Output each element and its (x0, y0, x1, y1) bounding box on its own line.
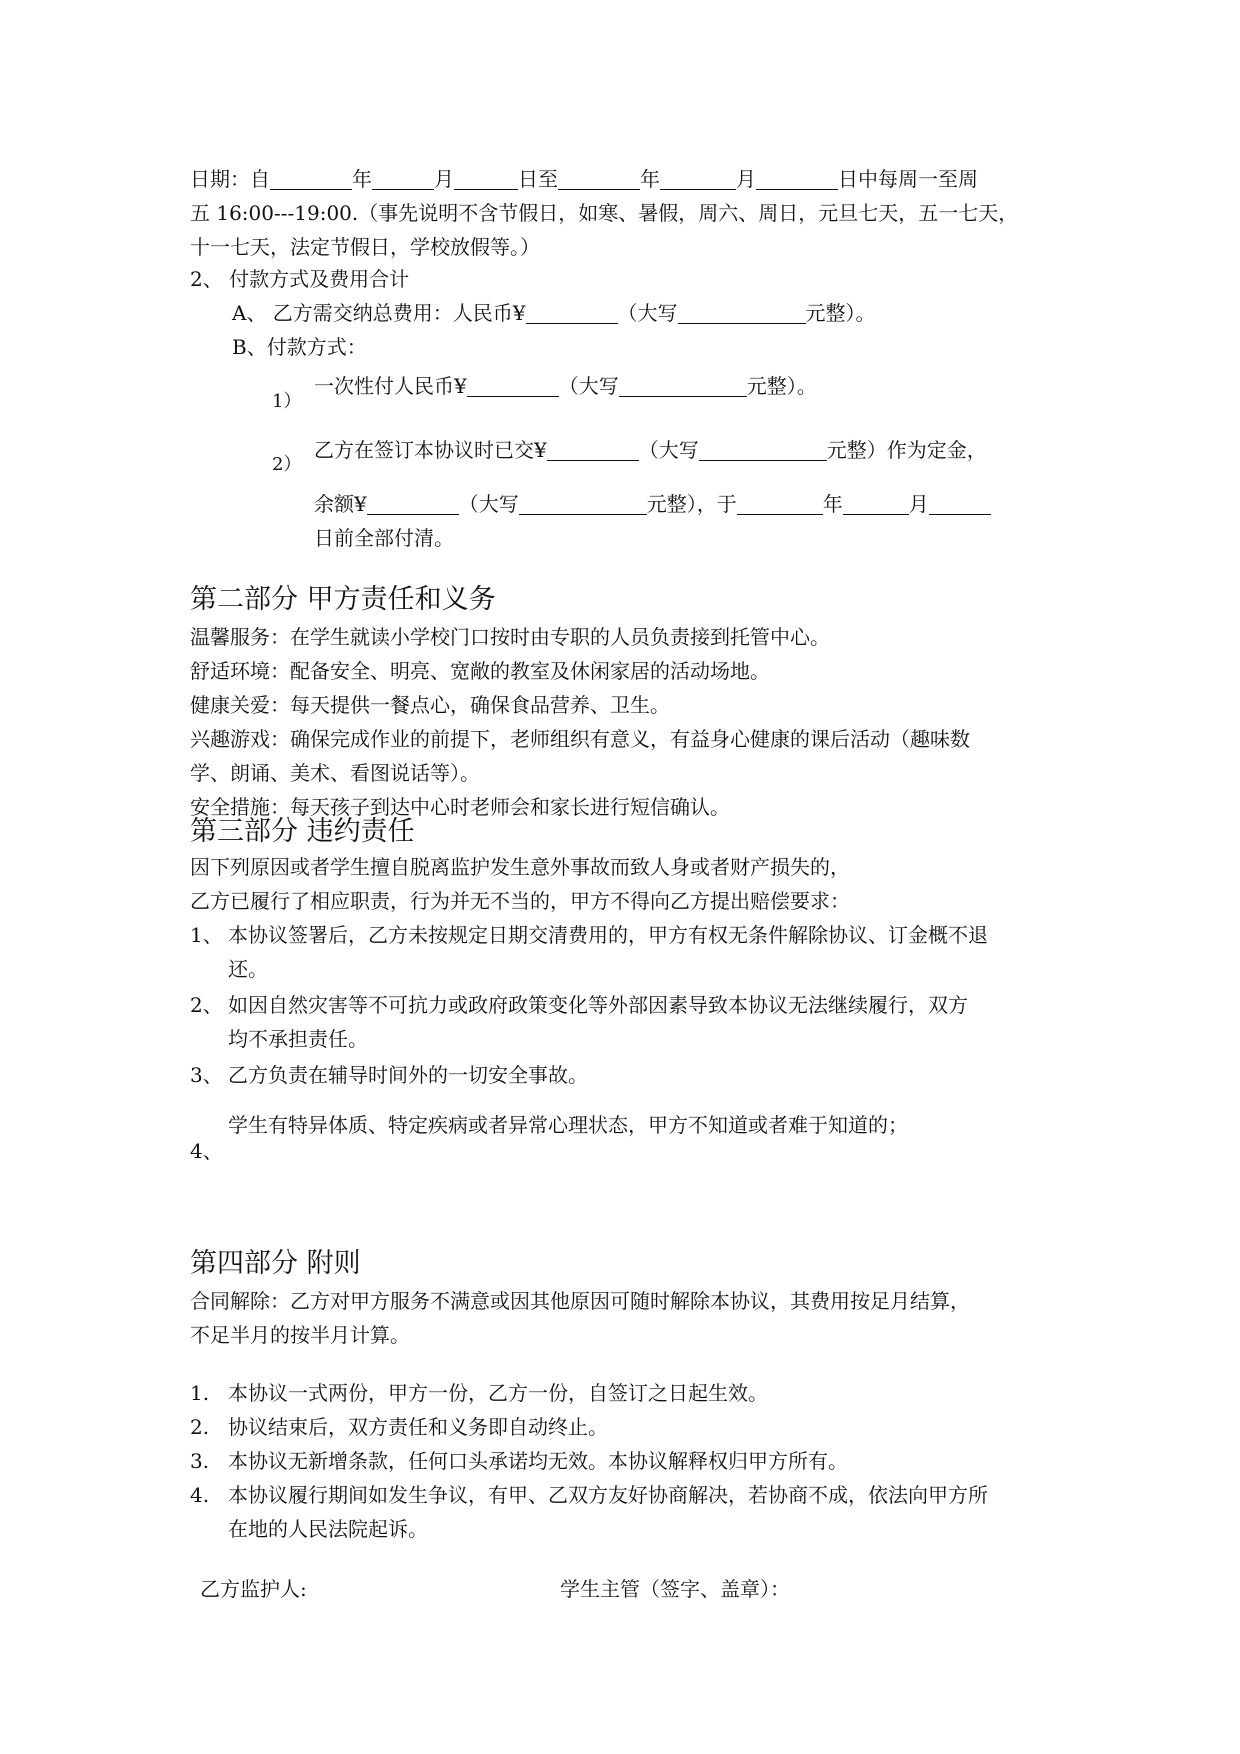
list-number: 1. (190, 1381, 210, 1405)
list-number: 2. (190, 1415, 210, 1439)
list-item: 本协议签署后，乙方未按规定日期交清费用的，甲方有权无条件解除协议、订金概不退 还。 (228, 923, 988, 981)
signature-supervisor-label: 学生主管（签字、盖章）： (560, 1577, 790, 1601)
blank-field[interactable] (270, 167, 352, 190)
list-number: 3. (190, 1449, 210, 1473)
list-item: 本协议无新增条款，任何口头承诺均无效。本协议解释权归甲方所有。 (228, 1449, 848, 1473)
signature-guardian-label: 乙方监护人: (200, 1577, 307, 1601)
list-item: 本协议一式两份，甲方一份，乙方一份，自签订之日起生效。 (228, 1381, 768, 1405)
blank-field[interactable] (558, 167, 640, 190)
blank-field[interactable] (519, 492, 647, 515)
option-number: 2） (272, 454, 302, 475)
date-line: 五 16:00---19:00.（事先说明不含节假日，如寒、暑假，周六、周日，元旦七天，五一七天， (190, 201, 1019, 225)
list-item: 本协议履行期间如发生争议，有甲、乙双方友好协商解决，若协商不成，依法向甲方所 在地的人民法院起诉。 (228, 1483, 988, 1541)
payment-title: 2、 付款方式及费用合计 (190, 267, 410, 291)
part3-intro: 因下列原因或者学生擅自脱离监护发生意外事故而致人身或者财产损失的， 乙方已履行了相应职责，行为并无不当的，甲方不得向乙方提出赔偿要求： (190, 855, 850, 913)
blank-field[interactable] (737, 492, 823, 515)
date-line: 十一七天，法定节假日，学校放假等。） (190, 235, 540, 259)
blank-field[interactable] (526, 301, 618, 324)
section-heading: 第四部分 附则 (190, 1248, 361, 1279)
part2-body: 温馨服务：在学生就读小学校门口按时由专职的人员负责接到托管中心。 舒适环境：配备安全、明亮、宽敞的教室及休闲家居的活动场地。 健康关爱：每天提供一餐点心，确保食品营养、卫生。 兴趣游戏：确保完成作业的前提下，老师组织有意义，有益身心健康的课后活动（趣味数 学、朗诵、美术、看图说话等）。 安全措施：每天孩子到达中心时老师会和家长进行短信确认。 (190, 625, 970, 819)
date-section (190, 162, 1060, 264)
list-item: 乙方负责在辅导时间外的一切安全事故。 (228, 1063, 588, 1087)
section-heading: 第二部分 甲方责任和义务 (190, 584, 496, 615)
list-number: 3、 (190, 1063, 223, 1087)
blank-field[interactable] (929, 492, 991, 515)
blank-field[interactable] (547, 438, 639, 461)
blank-field[interactable] (699, 438, 827, 461)
blank-field[interactable] (367, 492, 459, 515)
blank-field[interactable] (678, 301, 806, 324)
list-item: 学生有特异体质、特定疾病或者异常心理状态，甲方不知道或者难于知道的； (228, 1113, 908, 1137)
blank-field[interactable] (467, 374, 559, 397)
option-number: 1） (272, 391, 302, 412)
payment-option-2: 乙方在签订本协议时已交¥ （大写 元整）作为定金， 余额¥ （大写 元整），于 年 月 日前全部付清。 (314, 433, 1074, 555)
list-item: 协议结束后，双方责任和义务即自动终止。 (228, 1415, 608, 1439)
date-line: 日期：自 年 月 日至 年 月 日中每周一至周 (190, 167, 978, 191)
blank-field[interactable] (372, 167, 434, 190)
list-number: 4、 (190, 1139, 223, 1163)
list-item: 如因自然灾害等不可抗力或政府政策变化等外部因素导致本协议无法继续履行，双方 均不承担责任。 (228, 993, 968, 1051)
part4-body: 合同解除：乙方对甲方服务不满意或因其他原因可随时解除本协议，其费用按足月结算， 不足半月的按半月计算。 (190, 1289, 970, 1347)
list-number: 4. (190, 1483, 210, 1507)
blank-field[interactable] (454, 167, 518, 190)
blank-field[interactable] (619, 374, 747, 397)
payment-option-1: 一次性付人民币¥ （大写 元整）。 (314, 374, 817, 398)
blank-field[interactable] (843, 492, 909, 515)
list-number: 2、 (190, 993, 223, 1017)
payment-method-title: B、付款方式： (232, 335, 367, 359)
list-number: 1、 (190, 923, 223, 947)
blank-field[interactable] (756, 167, 838, 190)
payment-total-line: A、 乙方需交纳总费用：人民币¥ （大写 元整）。 (232, 301, 876, 325)
section-heading: 第三部分 违约责任 (190, 816, 415, 847)
blank-field[interactable] (660, 167, 736, 190)
